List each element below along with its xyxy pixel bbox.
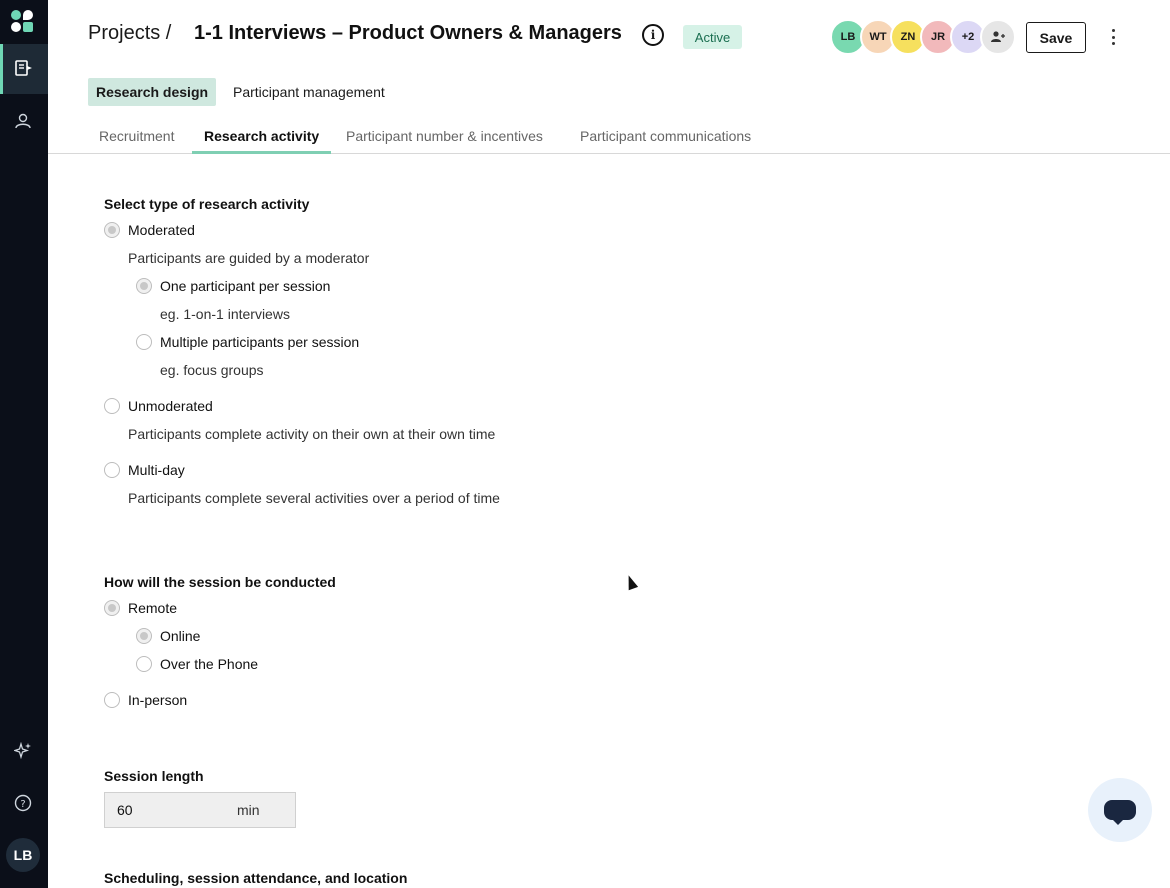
page-title: 1-1 Interviews – Product Owners & Managers [194, 22, 622, 44]
option-description: Participants are guided by a moderator [128, 250, 370, 266]
activity-type-heading: Select type of research activity [104, 196, 310, 212]
option-label[interactable]: Moderated [128, 222, 195, 238]
radio-multiple-participants[interactable] [136, 334, 152, 350]
mouse-cursor-icon [624, 574, 638, 591]
chat-icon [1104, 800, 1136, 820]
tab-participant-number-incentives[interactable]: Participant number & incentives [346, 128, 543, 144]
sparkle-icon[interactable] [12, 740, 34, 762]
avatar[interactable]: JR [920, 19, 956, 55]
tab-participant-management[interactable]: Participant management [233, 84, 385, 100]
tab-participant-communications[interactable]: Participant communications [580, 128, 752, 144]
radio-over-the-phone[interactable] [136, 656, 152, 672]
option-description: eg. 1-on-1 interviews [160, 306, 290, 322]
option-label[interactable]: Remote [128, 600, 178, 616]
option-description: eg. focus groups [160, 362, 264, 378]
session-length-value[interactable]: 60 [117, 802, 133, 818]
add-collaborator-icon[interactable] [980, 19, 1016, 55]
tab-research-activity[interactable]: Research activity [192, 122, 331, 154]
option-label[interactable]: Over the Phone [160, 656, 259, 672]
breadcrumb[interactable]: Projects / [88, 22, 172, 44]
projects-icon [13, 57, 35, 79]
svg-text:?: ? [20, 799, 26, 810]
option-label[interactable]: Multi-day [128, 462, 185, 478]
option-label[interactable]: Unmoderated [128, 398, 213, 414]
radio-remote[interactable] [104, 600, 120, 616]
help-icon[interactable] [12, 792, 34, 814]
session-length-unit: min [237, 802, 260, 818]
radio-in-person[interactable] [104, 692, 120, 708]
left-nav [0, 0, 48, 888]
session-conducted-heading: How will the session be conducted [104, 574, 336, 590]
avatar[interactable]: WT [860, 19, 896, 55]
chat-launcher-button[interactable] [1088, 778, 1152, 842]
radio-one-participant[interactable] [136, 278, 152, 294]
save-button[interactable]: Save [1026, 22, 1086, 53]
radio-unmoderated[interactable] [104, 398, 120, 414]
scheduling-heading: Scheduling, session attendance, and location [104, 870, 408, 886]
tab-research-design[interactable]: Research design [88, 78, 216, 106]
option-description: Participants complete activity on their own at their own time [128, 426, 496, 442]
session-length-heading: Session length [104, 768, 204, 784]
radio-online[interactable] [136, 628, 152, 644]
more-options-icon[interactable] [1104, 26, 1122, 48]
option-label[interactable]: In-person [128, 692, 188, 708]
radio-multi-day[interactable] [104, 462, 120, 478]
session-length-input[interactable] [104, 792, 296, 828]
nav-item-projects[interactable] [0, 44, 48, 94]
more-collaborators-badge[interactable]: +2 [950, 19, 986, 55]
option-label[interactable]: Multiple participants per session [160, 334, 360, 350]
option-label[interactable]: One participant per session [160, 278, 331, 294]
user-avatar[interactable]: LB [6, 838, 40, 872]
participants-icon[interactable] [12, 110, 34, 132]
radio-moderated[interactable] [104, 222, 120, 238]
tab-recruitment[interactable]: Recruitment [99, 128, 175, 144]
info-icon[interactable]: i [642, 24, 664, 46]
avatar[interactable]: LB [830, 19, 866, 55]
option-description: Participants complete several activities over a period of time [128, 490, 500, 506]
sub-tab-bar [48, 122, 1170, 154]
status-badge: Active [683, 25, 742, 49]
avatar[interactable]: ZN [890, 19, 926, 55]
option-label[interactable]: Online [160, 628, 201, 644]
logo-icon[interactable] [11, 10, 33, 32]
